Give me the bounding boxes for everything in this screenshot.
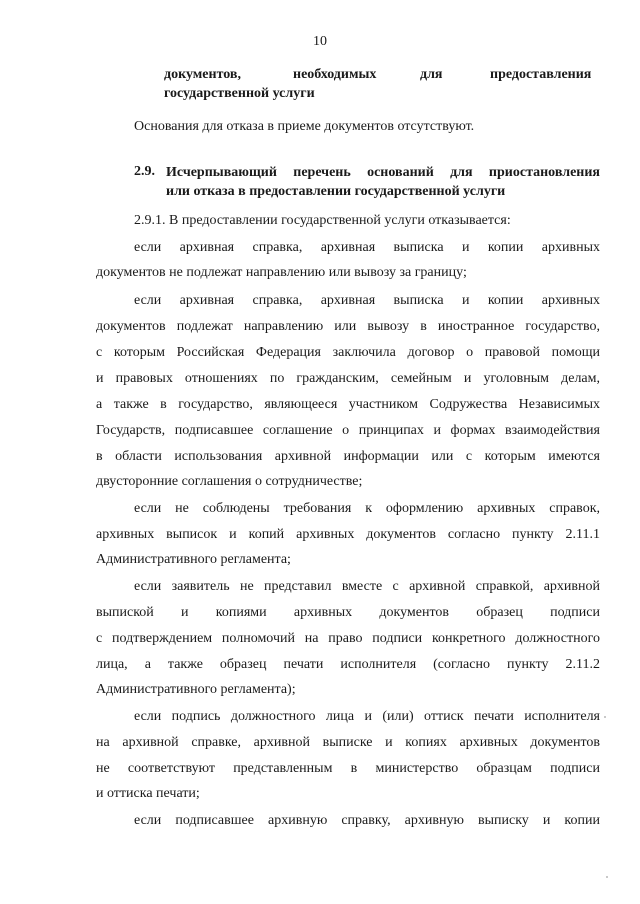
- text-line: документов не подлежат направлению или вывозу за границу;: [96, 265, 467, 280]
- text-line: двусторонние соглашения о сотрудничестве;: [96, 474, 363, 489]
- text-line: с которым Российская Федерация заключила договор о правовой помощи: [96, 345, 600, 360]
- section-title-line-2: или отказа в предоставлении государственной услуги: [166, 184, 506, 199]
- heading-word-1: документов,: [164, 67, 241, 82]
- text-line: в области использования архивной информации или с которым имеются: [96, 449, 600, 464]
- text-line: Государств, подписавшее соглашение о принципах и формах взаимодействия: [96, 423, 600, 438]
- text-line: и оттиска печати;: [96, 786, 200, 801]
- text-line: если не соблюдены требования к оформлению архивных справок,: [134, 501, 600, 516]
- text-line: 2.9.1. В предоставлении государственной услуги отказывается:: [134, 213, 511, 228]
- text-line: если заявитель не представил вместе с архивной справкой, архивной: [134, 579, 600, 594]
- scan-speck: [604, 716, 606, 718]
- text-line: если архивная справка, архивная выписка и копии архивных: [134, 240, 600, 255]
- heading-word-2: необходимых: [293, 67, 377, 82]
- section-number: 2.9.: [134, 164, 155, 179]
- no-grounds-paragraph: Основания для отказа в приеме документов отсутствуют.: [134, 119, 475, 134]
- text-line: архивных выписок и копий архивных документов согласно пункту 2.11.1: [96, 527, 600, 542]
- text-line: если архивная справка, архивная выписка и копии архивных: [134, 293, 600, 308]
- text-line: на архивной справке, архивной выписке и копиях архивных документов: [96, 735, 600, 750]
- text-line: выпиской и копиями архивных документов образец подписи: [96, 605, 600, 620]
- scan-speck: [606, 876, 608, 878]
- section-title-line-1: Исчерпывающий перечень оснований для приостановления: [166, 165, 600, 180]
- text-line: если подпись должностного лица и (или) оттиск печати исполнителя: [134, 709, 600, 724]
- text-line: Административного регламента;: [96, 552, 291, 567]
- text-line: и правовых отношениях по гражданским, семейным и уголовным делам,: [96, 371, 600, 386]
- text-line: не соответствуют представленным в министерство образцам подписи: [96, 761, 600, 776]
- text-line: а также в государство, являющееся участником Содружества Независимых: [96, 397, 600, 412]
- text-line: лица, а также образец печати исполнителя (согласно пункту 2.11.2: [96, 657, 600, 672]
- text-line: Административного регламента);: [96, 682, 296, 697]
- text-line: с подтверждением полномочий на право подписи конкретного должностного: [96, 631, 600, 646]
- heading-line-2: государственной услуги: [164, 86, 315, 101]
- text-line: документов подлежат направлению или вывозу в иностранное государство,: [96, 319, 600, 334]
- heading-word-4: предоставления: [490, 67, 592, 82]
- heading-word-3: для: [420, 67, 443, 82]
- page-number: 10: [313, 34, 327, 49]
- text-line: если подписавшее архивную справку, архивную выписку и копии: [134, 813, 600, 828]
